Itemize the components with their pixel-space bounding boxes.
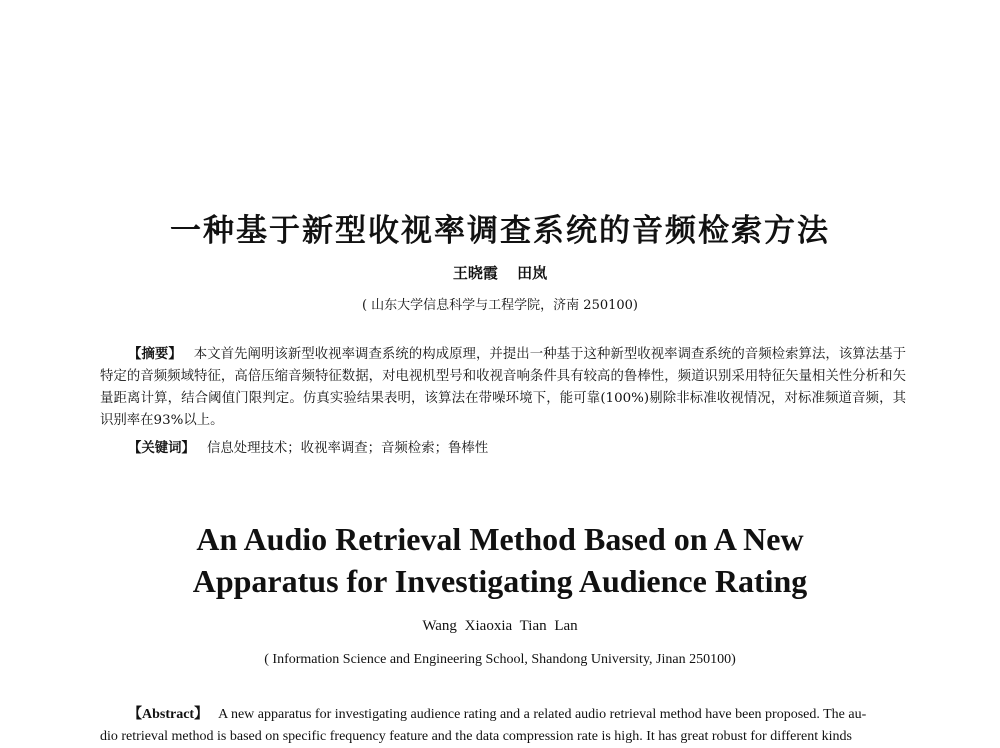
english-title-line-2: Apparatus for Investigating Audience Rating (192, 563, 808, 599)
english-abstract-line-2: dio retrieval method is based on specific frequency feature and the data compression rate is high. It has great robust for different kinds (100, 729, 852, 744)
chinese-affiliation: ( 山东大学信息科学与工程学院，济南 250100) (361, 298, 639, 313)
chinese-abstract-text: 本文首先阐明该新型收视率调查系统的构成原理，并提出一种基于这种新型收视率调查系统的音频检索算法，该算法基于特定的音频频域特征，高倍压缩音频特征数据，对电视机型号和收视音响条件具有较高的鲁棒性，频道识别采用特征矢量相关性分析和矢量距离计算，结合阈值门限判定。仿真实验结果表明，该算法在带噪环境下，能可靠(100%)剔除非标准收视情况，对标准频道音频，其识别率在93%以上。 (100, 347, 907, 428)
english-authors: Wang Xiaoxia Tian Lan (422, 618, 578, 634)
english-abstract-line-1 (100, 704, 906, 726)
english-abstract-text-1: A new apparatus for investigating audience rating and a related audio retrieval method have been proposed. The au- (218, 707, 867, 722)
english-abstract (100, 704, 906, 748)
chinese-authors: 王晓霞 田岚 (452, 264, 548, 282)
chinese-abstract-label: 【摘要】 (128, 346, 182, 362)
chinese-keywords (100, 437, 906, 460)
english-title (0, 518, 1000, 602)
english-title-line-1: An Audio Retrieval Method Based on A New (196, 521, 804, 557)
english-affiliation: ( Information Science and Engineering School, Shandong University, Jinan 250100) (264, 652, 736, 667)
english-abstract-label: 【Abstract】 (128, 707, 209, 722)
chinese-keywords-text: 信息处理技术；收视率调查；音频检索；鲁棒性 (206, 441, 489, 456)
chinese-keywords-label: 【关键词】 (128, 440, 195, 456)
chinese-title: 一种基于新型收视率调查系统的音频检索方法 (170, 213, 830, 249)
chinese-abstract (100, 343, 906, 432)
